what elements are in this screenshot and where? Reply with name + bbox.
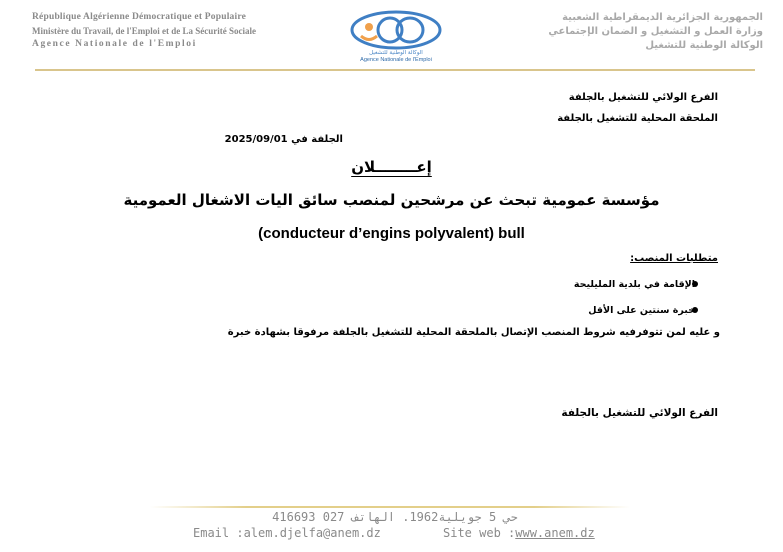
footer-address: حي 5 جويلية1962. الهاتف 027 416693 bbox=[272, 510, 518, 524]
footer-email-address[interactable]: alem.djelfa@anem.dz bbox=[243, 526, 381, 540]
header-fr-agency: Agence Nationale de l'Emploi bbox=[32, 39, 197, 49]
announcement-title-text: إعــــــــلان bbox=[351, 158, 432, 176]
logo-caption-french: Agence Nationale de l'Emploi bbox=[360, 57, 432, 63]
footer-website bbox=[443, 526, 595, 540]
footer-site-label: Site web : bbox=[443, 526, 516, 540]
header-divider bbox=[35, 69, 755, 71]
logo-caption-arabic: الوكالة الوطنية للتشغيل bbox=[369, 50, 423, 56]
header-ar-agency: الوكالة الوطنية للتشغيل bbox=[645, 40, 763, 51]
date-line: الجلفة في 2025/09/01 bbox=[224, 134, 343, 145]
signature-branch: الفرع الولائي للتشغيل بالجلفة bbox=[561, 407, 718, 419]
footer-email-label: Email : bbox=[193, 526, 244, 540]
footer-divider bbox=[150, 506, 630, 508]
header-ar-republic: الجمهورية الجزائرية الديمقراطية الشعبية bbox=[562, 12, 763, 23]
requirement-item: خبرة سنتين على الأقل bbox=[588, 305, 695, 316]
requirements-heading: متطلبات المنصب: bbox=[630, 253, 718, 264]
header-fr-ministry: Ministère du Travail, de l'Emploi et de La Sécurité Sociale bbox=[32, 26, 256, 36]
sender-branch: الفرع الولائي للتشغيل بالجلفة bbox=[568, 92, 718, 103]
anem-logo-mark-icon bbox=[344, 8, 448, 52]
announcement-headline: مؤسسة عمومية تبحث عن مرشحين لمنصب سائق اليات الاشغال العمومية bbox=[123, 191, 660, 209]
closing-instructions: و عليه لمن تتوفرفيه شروط المنصب الإتصال بالملحقة المحلية للتشغيل بالجلفة مرفوقا بشهادة خبرة bbox=[227, 327, 720, 338]
header-fr-republic: République Algérienne Démocratique et Populaire bbox=[32, 12, 246, 22]
footer-site-link[interactable]: www.anem.dz bbox=[515, 526, 595, 540]
announcement-title bbox=[0, 158, 783, 176]
header-ar-ministry: وزارة العمل و التشغيل و الضمان الإجتماعي bbox=[548, 26, 763, 37]
anem-logo bbox=[344, 8, 448, 66]
footer-email bbox=[193, 526, 381, 540]
requirement-item: الإقامة في بلدية المليليحة bbox=[573, 279, 695, 290]
sender-annex: الملحقة المحلية للتشغيل بالجلفة bbox=[557, 113, 718, 124]
position-title-fr: (conducteur d’engins polyvalent) bull bbox=[258, 225, 525, 242]
